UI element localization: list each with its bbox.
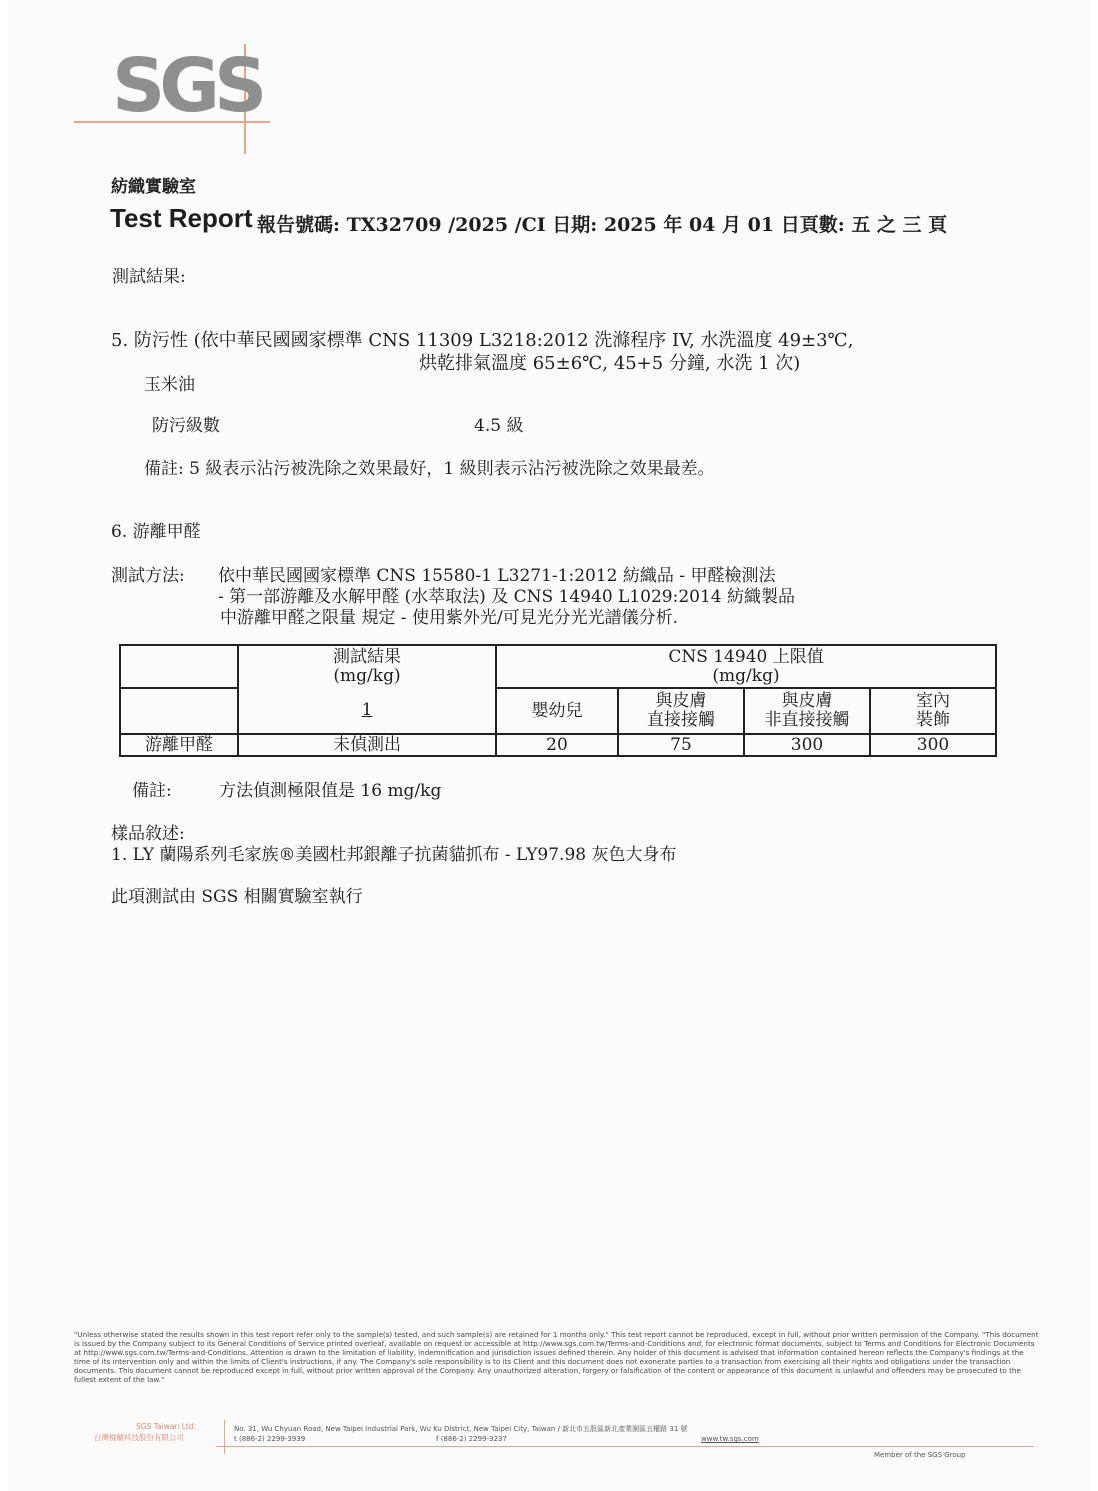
row-limit: 300 <box>744 734 870 756</box>
company-fax: f (886-2) 2299-3237 <box>436 1435 507 1443</box>
company-phone: t (886-2) 2299-3939 <box>234 1435 306 1443</box>
row-item: 游離甲醛 <box>120 734 238 756</box>
row-limit: 20 <box>496 734 618 756</box>
member-note: Member of the SGS Group <box>874 1451 966 1459</box>
result-header: 測試結果 (mg/kg) <box>238 645 496 688</box>
grade-label: 防污級數 <box>152 416 220 436</box>
section5-note: 備註: 5 級表示沾污被洗除之效果最好，1 級則表示沾污被洗除之效果最差。 <box>144 459 715 479</box>
method-line: 中游離甲醛之限量 規定 - 使用紫外光/可見光分光光譜儀分析. <box>220 608 679 628</box>
method-line: - 第一部游離及水解甲醛 (水萃取法) 及 CNS 14940 L1029:2014 紡織製品 <box>218 587 795 607</box>
company-website: www.tw.sgs.com <box>701 1435 759 1443</box>
section5-heading-cont: 烘乾排氣溫度 65±6℃, 45+5 分鐘, 水洗 1 次) <box>419 353 801 374</box>
oil-type: 玉米油 <box>144 375 195 395</box>
performed-by: 此項測試由 SGS 相關實驗室執行 <box>111 887 363 907</box>
footer-divider-vertical <box>224 1420 225 1454</box>
table-corner-cell <box>120 645 238 688</box>
report-title: Test Report <box>110 203 253 233</box>
lab-name: 紡織實驗室 <box>111 177 196 197</box>
report-meta: 報告號碼: TX32709 /2025 /CI 日期: 2025 年 04 月 01 日頁數: 五 之 三 頁 <box>257 214 948 236</box>
limit-header: CNS 14940 上限值 (mg/kg) <box>496 645 996 688</box>
limit-subheader-indirect-contact: 與皮膚 非直接接觸 <box>744 688 870 734</box>
footer-divider <box>216 1446 1034 1447</box>
formaldehyde-results-table <box>119 644 997 757</box>
company-name: SGS Taiwan Ltd. <box>136 1422 196 1431</box>
legal-disclaimer: "Unless otherwise stated the results shown in this test report refer only to the sample(s) tested, and such sample(s) are retained for 1 months only." This test report cannot be reproduced, except in full, without prior written permission of the Company. "This document is issued by the Company subject to its General Conditions of Service printed overleaf, available on request or accessible at http://www.sgs.com.tw/Terms-and-Conditions and, for electronic format documents, subject to Terms and Conditions for Electronic Documents at http://www.sgs.com.tw/Terms-and-Conditions. Attention is drawn to the limitation of liability, indemnification and jurisdiction issues defined therein. Any holder of this document is advised that information contained hereon reflects the Company's findings at the time of its intervention only and within the limits of Client's instructions, if any. The Company's sole responsibility is to its Client and this document does not exonerate parties to a transaction from exercising all their rights and obligations under the transaction documents. This document cannot be reproduced except in full, without prior written approval of the Company. Any unauthorized alteration, forgery or falsification of the content or appearance of this document is unlawful and offenders may be prosecuted to the fullest extent of the law." <box>74 1330 1039 1385</box>
sgs-logo: SGS <box>112 43 262 129</box>
report-page <box>8 0 1090 1491</box>
table-row <box>120 734 996 756</box>
limit-subheader-interior: 室內 裝飾 <box>870 688 996 734</box>
grade-value: 4.5 級 <box>474 416 524 436</box>
table-empty-cell <box>120 688 238 734</box>
limit-subheader-infant: 嬰幼兒 <box>496 688 618 734</box>
section6-note-text: 方法偵測極限值是 16 mg/kg <box>219 781 442 801</box>
row-result: 未偵測出 <box>238 734 496 756</box>
limit-subheader-direct-contact: 與皮膚 直接接觸 <box>618 688 744 734</box>
company-address: No. 31, Wu Chyuan Road, New Taipei Industrial Park, Wu Ku District, New Taipei City, Taiwan / 新北市五股區新北產業園區五權路 31 號 <box>234 1425 688 1433</box>
company-name-zh: 台灣檢驗科技股份有限公司 <box>94 1433 184 1442</box>
sample-number: 1 <box>238 688 496 734</box>
section6-heading: 6. 游離甲醛 <box>111 522 201 542</box>
section5-heading: 5. 防污性 (依中華民國國家標準 CNS 11309 L3218:2012 洗滌程序 IV, 水洗溫度 49±3℃, <box>111 330 854 351</box>
method-label: 測試方法: <box>111 566 185 586</box>
row-limit: 75 <box>618 734 744 756</box>
method-line: 依中華民國國家標準 CNS 15580-1 L3271-1:2012 紡織品 - 甲醛檢測法 <box>218 566 776 586</box>
sample-label: 樣品敘述: <box>111 824 185 844</box>
sample-description: 1. LY 蘭陽系列毛家族®美國杜邦銀離子抗菌貓抓布 - LY97.98 灰色大身布 <box>111 845 677 865</box>
row-limit: 300 <box>870 734 996 756</box>
section6-note-label: 備註: <box>132 781 172 801</box>
results-label: 測試結果: <box>112 267 186 287</box>
